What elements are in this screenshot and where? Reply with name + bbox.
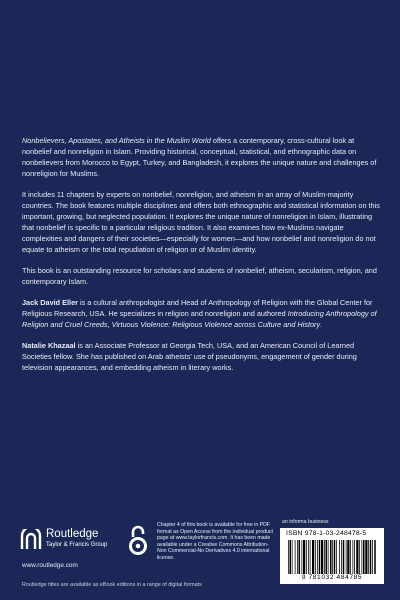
barcode-number: 9 781032 484785 <box>301 574 363 581</box>
routledge-logo <box>20 528 108 562</box>
barcode-bar <box>310 540 311 574</box>
publisher-name: Routledge <box>46 528 99 540</box>
open-access-icon <box>127 524 149 556</box>
informa-label: an informa business <box>282 519 329 525</box>
description-paragraph-3: This book is an outstanding resource for scholars and students of nonbelief, atheism, secularism, religion, and contemporary Islam. <box>22 266 377 286</box>
barcode-bar <box>347 540 349 574</box>
barcode-bar <box>354 540 355 574</box>
barcode-bar <box>299 540 301 574</box>
barcode-bar <box>326 540 328 574</box>
barcode-bar <box>290 540 292 574</box>
barcode-bar <box>350 540 351 574</box>
barcode-bar <box>341 540 342 574</box>
barcode-bar <box>372 540 373 574</box>
barcode-bar <box>343 540 345 574</box>
barcode-bar <box>302 540 303 574</box>
barcode-bar <box>356 540 358 574</box>
isbn-label: ISBN 978-1-03-248478-5 <box>286 530 367 537</box>
barcode-bar <box>308 540 309 574</box>
barcode-bar <box>363 540 365 574</box>
author-bio-eller: Jack David Eller is a cultural anthropologist and Head of Anthropology of Religion with the Global Center for Religious Research, USA. He specializes in religion and nonreligion and authored Introducing Anthropology of Religion and Cruel Creeds, Virtuous Violence: Religious Violence across Culture and History. <box>22 298 377 329</box>
barcode-bar <box>306 540 307 574</box>
barcode-bar <box>368 540 369 574</box>
barcode-bar <box>312 540 314 574</box>
barcode-bar <box>297 540 298 574</box>
description-block <box>22 135 380 383</box>
publisher-url[interactable]: www.routledge.com <box>22 562 78 569</box>
barcode-bar <box>365 540 367 574</box>
open-access-note: Chapter 4 of this book is available for free in PDF format as Open Access from the individual product page at www.taylorfrancis.com. It has been made available under a Creative Commons Attribution-Non Commercial-No Derivatives 4.0 international license. <box>157 522 273 561</box>
barcode-bar <box>332 540 333 574</box>
book-title: Nonbelievers, Apostates, and Atheists in the Muslim World <box>22 136 211 145</box>
barcode-bar <box>374 540 376 574</box>
author-name: Natalie Khazaal <box>22 341 76 350</box>
description-paragraph-1: Nonbelievers, Apostates, and Atheists in the Muslim World offers a contemporary, cross-cultural look at nonbelief and nonreligion in Islam. Providing historical, conceptual, statistical, and ethnographic data on nonbelievers from Morocco to Egypt, Turkey, and Bangladesh, it explores the unique nature and challenges of nonreligion for Muslims. <box>22 136 377 178</box>
barcode-bar <box>319 540 321 574</box>
barcode-bar <box>288 540 289 574</box>
barcode-bar <box>330 540 332 574</box>
barcode-bar <box>295 540 296 574</box>
barcode-bar <box>359 540 360 574</box>
barcode-image <box>286 540 378 574</box>
barcode-bar <box>315 540 316 574</box>
barcode-bar <box>334 540 336 574</box>
barcode-bar <box>303 540 305 574</box>
barcode-bar <box>328 540 329 574</box>
barcode-bar <box>370 540 372 574</box>
barcode-bar <box>339 540 340 574</box>
barcode-bar <box>292 540 293 574</box>
description-paragraph-2: It includes 11 chapters by experts on nonbelief, nonreligion, and atheism in an array of Muslim-majority countries. The book features multiple disciplines and offers both ethnographic and statistical information on this important, growing, but neglected population. It explores the unique nature of nonreligion in Islam, illustrating that nonbelief is specific to a particular religious tradition. It also examines how ex-Muslims navigate complexities and dangers of their societies—especially for women—and how nonbelief and nonreligion do not equate to atheism or the total repudiation of religion or of Muslim identity. <box>22 190 380 254</box>
author-name: Jack David Eller <box>22 298 78 307</box>
barcode-bar <box>353 540 354 574</box>
publisher-group: Taylor & Francis Group <box>46 542 108 548</box>
barcode-bar <box>362 540 363 574</box>
isbn-barcode <box>280 528 384 584</box>
barcode-bar <box>321 540 323 574</box>
ebook-note: Routledge titles are available as eBook editions in a range of digital formats <box>22 582 202 588</box>
barcode-bar <box>346 540 347 574</box>
barcode-bar <box>317 540 318 574</box>
author-bio-khazaal: Natalie Khazaal is an Associate Professor at Georgia Tech, USA, and an American Council of Learned Societies fellow. She has published on Arab atheists' use of pseudonyms, engagement of gender during television appearances, and embedding atheism in literary works. <box>22 341 357 372</box>
barcode-bar <box>336 540 337 574</box>
routledge-mark-icon <box>20 529 42 551</box>
barcode-bar <box>324 540 325 574</box>
